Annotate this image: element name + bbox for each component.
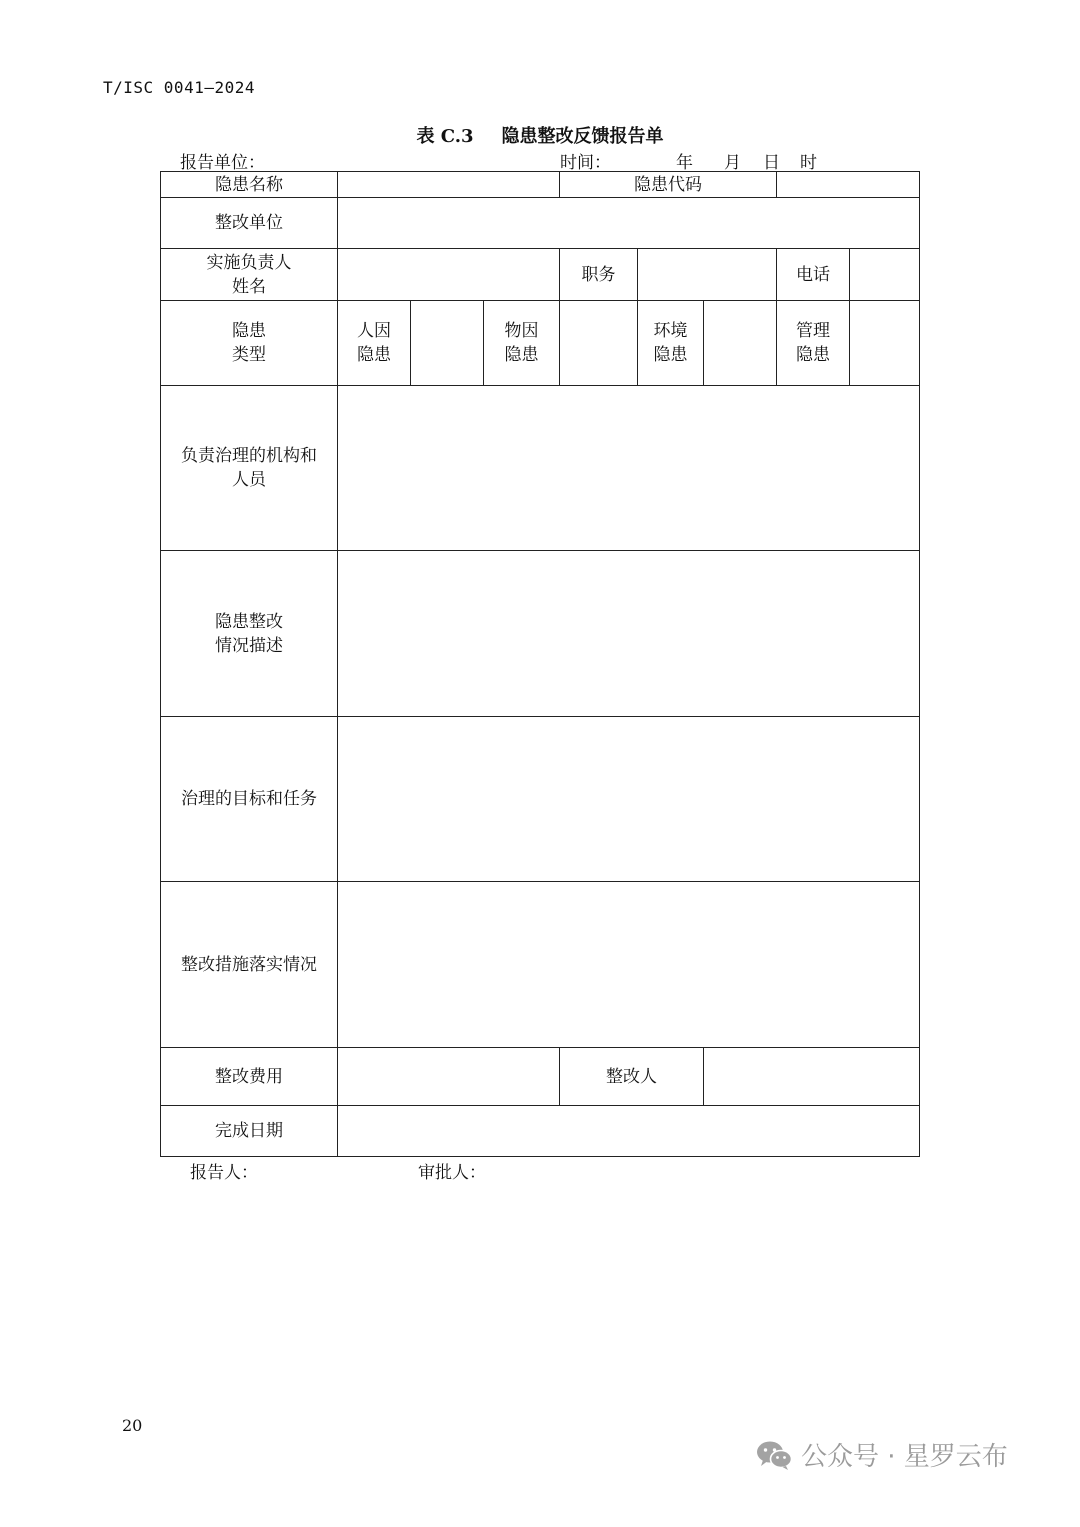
row-goals: [161, 717, 920, 882]
responsible-person-line1: 实施负责人: [206, 252, 292, 273]
material-line1: 物因: [504, 321, 539, 341]
row-completion-date: [161, 1106, 920, 1157]
phone-value[interactable]: [850, 249, 920, 301]
cost-label: 整改费用: [161, 1048, 338, 1106]
environment-hazard-value[interactable]: [704, 301, 777, 386]
hazard-type-line2: 类型: [232, 345, 266, 365]
hazard-type-line1: 隐患: [232, 321, 266, 341]
rectifier-label: 整改人: [560, 1048, 704, 1106]
human-hazard-value[interactable]: [411, 301, 484, 386]
cost-value[interactable]: [338, 1048, 560, 1106]
rectify-description-label: [161, 551, 338, 717]
goals-value[interactable]: [338, 717, 920, 882]
row-responsible-person: [161, 249, 920, 301]
reporter-label: 报告人：: [190, 1163, 258, 1183]
row-measures: [161, 882, 920, 1048]
rectify-description-value[interactable]: [338, 551, 920, 717]
human-line1: 人因: [357, 321, 391, 341]
feedback-report-form: [160, 171, 920, 1157]
row-responsible-org: [161, 386, 920, 551]
position-value[interactable]: [638, 249, 777, 301]
standard-code: T/ISC 0041—2024: [103, 78, 255, 97]
management-line2: 隐患: [796, 345, 831, 365]
row-rectify-description: [161, 551, 920, 717]
desc-line2: 情况描述: [215, 635, 283, 656]
table-title-text: 隐患整改反馈报告单: [501, 126, 664, 147]
rectify-unit-label: 整改单位: [161, 198, 338, 249]
hazard-name-label: 隐患名称: [161, 172, 338, 198]
row-hazard-name: [161, 172, 920, 198]
hazard-code-value[interactable]: [777, 172, 920, 198]
completion-date-value[interactable]: [338, 1106, 920, 1157]
page-number: 20: [122, 1416, 143, 1435]
management-hazard-label: [777, 301, 850, 386]
hazard-type-label: [161, 301, 338, 386]
table-title: [0, 122, 1080, 148]
row-hazard-type: [161, 301, 920, 386]
responsible-org-value[interactable]: [338, 386, 920, 551]
phone-label: 电话: [777, 249, 850, 301]
desc-line1: 隐患整改: [215, 611, 283, 632]
watermark-text: 公众号 · 星罗云布: [801, 1442, 1008, 1472]
human-line2: 隐患: [357, 345, 391, 365]
month-label: 月: [724, 153, 741, 173]
org-line2: 人员: [232, 470, 266, 490]
management-hazard-value[interactable]: [850, 301, 920, 386]
wechat-icon: [755, 1439, 793, 1471]
responsible-org-label: [161, 386, 338, 551]
org-line1: 负责治理的机构和: [181, 446, 317, 466]
material-line2: 隐患: [504, 345, 539, 365]
time-label: 时间：: [560, 153, 611, 173]
hazard-name-value[interactable]: [338, 172, 560, 198]
responsible-person-label: [161, 249, 338, 301]
management-line1: 管理: [796, 321, 831, 341]
material-hazard-label: [484, 301, 560, 386]
approver-label: 审批人：: [418, 1163, 486, 1183]
goals-label: 治理的目标和任务: [161, 717, 338, 882]
hazard-code-label: 隐患代码: [560, 172, 777, 198]
environment-line2: 隐患: [653, 345, 688, 365]
year-label: 年: [676, 153, 693, 173]
completion-date-label: 完成日期: [161, 1106, 338, 1157]
responsible-person-value[interactable]: [338, 249, 560, 301]
rectify-unit-value[interactable]: [338, 198, 920, 249]
responsible-person-line2: 姓名: [232, 276, 266, 297]
row-cost: [161, 1048, 920, 1106]
human-hazard-label: [338, 301, 411, 386]
watermark: [755, 1436, 1008, 1473]
row-rectify-unit: [161, 198, 920, 249]
environment-line1: 环境: [653, 321, 688, 341]
position-label: 职务: [560, 249, 638, 301]
day-label: 日: [763, 153, 780, 173]
table-number: 表 C.3: [416, 126, 474, 147]
measures-value[interactable]: [338, 882, 920, 1048]
environment-hazard-label: [638, 301, 704, 386]
measures-label: 整改措施落实情况: [161, 882, 338, 1048]
rectifier-value[interactable]: [704, 1048, 920, 1106]
material-hazard-value[interactable]: [560, 301, 638, 386]
report-unit-label: 报告单位：: [180, 153, 265, 173]
hour-label: 时: [800, 153, 817, 173]
